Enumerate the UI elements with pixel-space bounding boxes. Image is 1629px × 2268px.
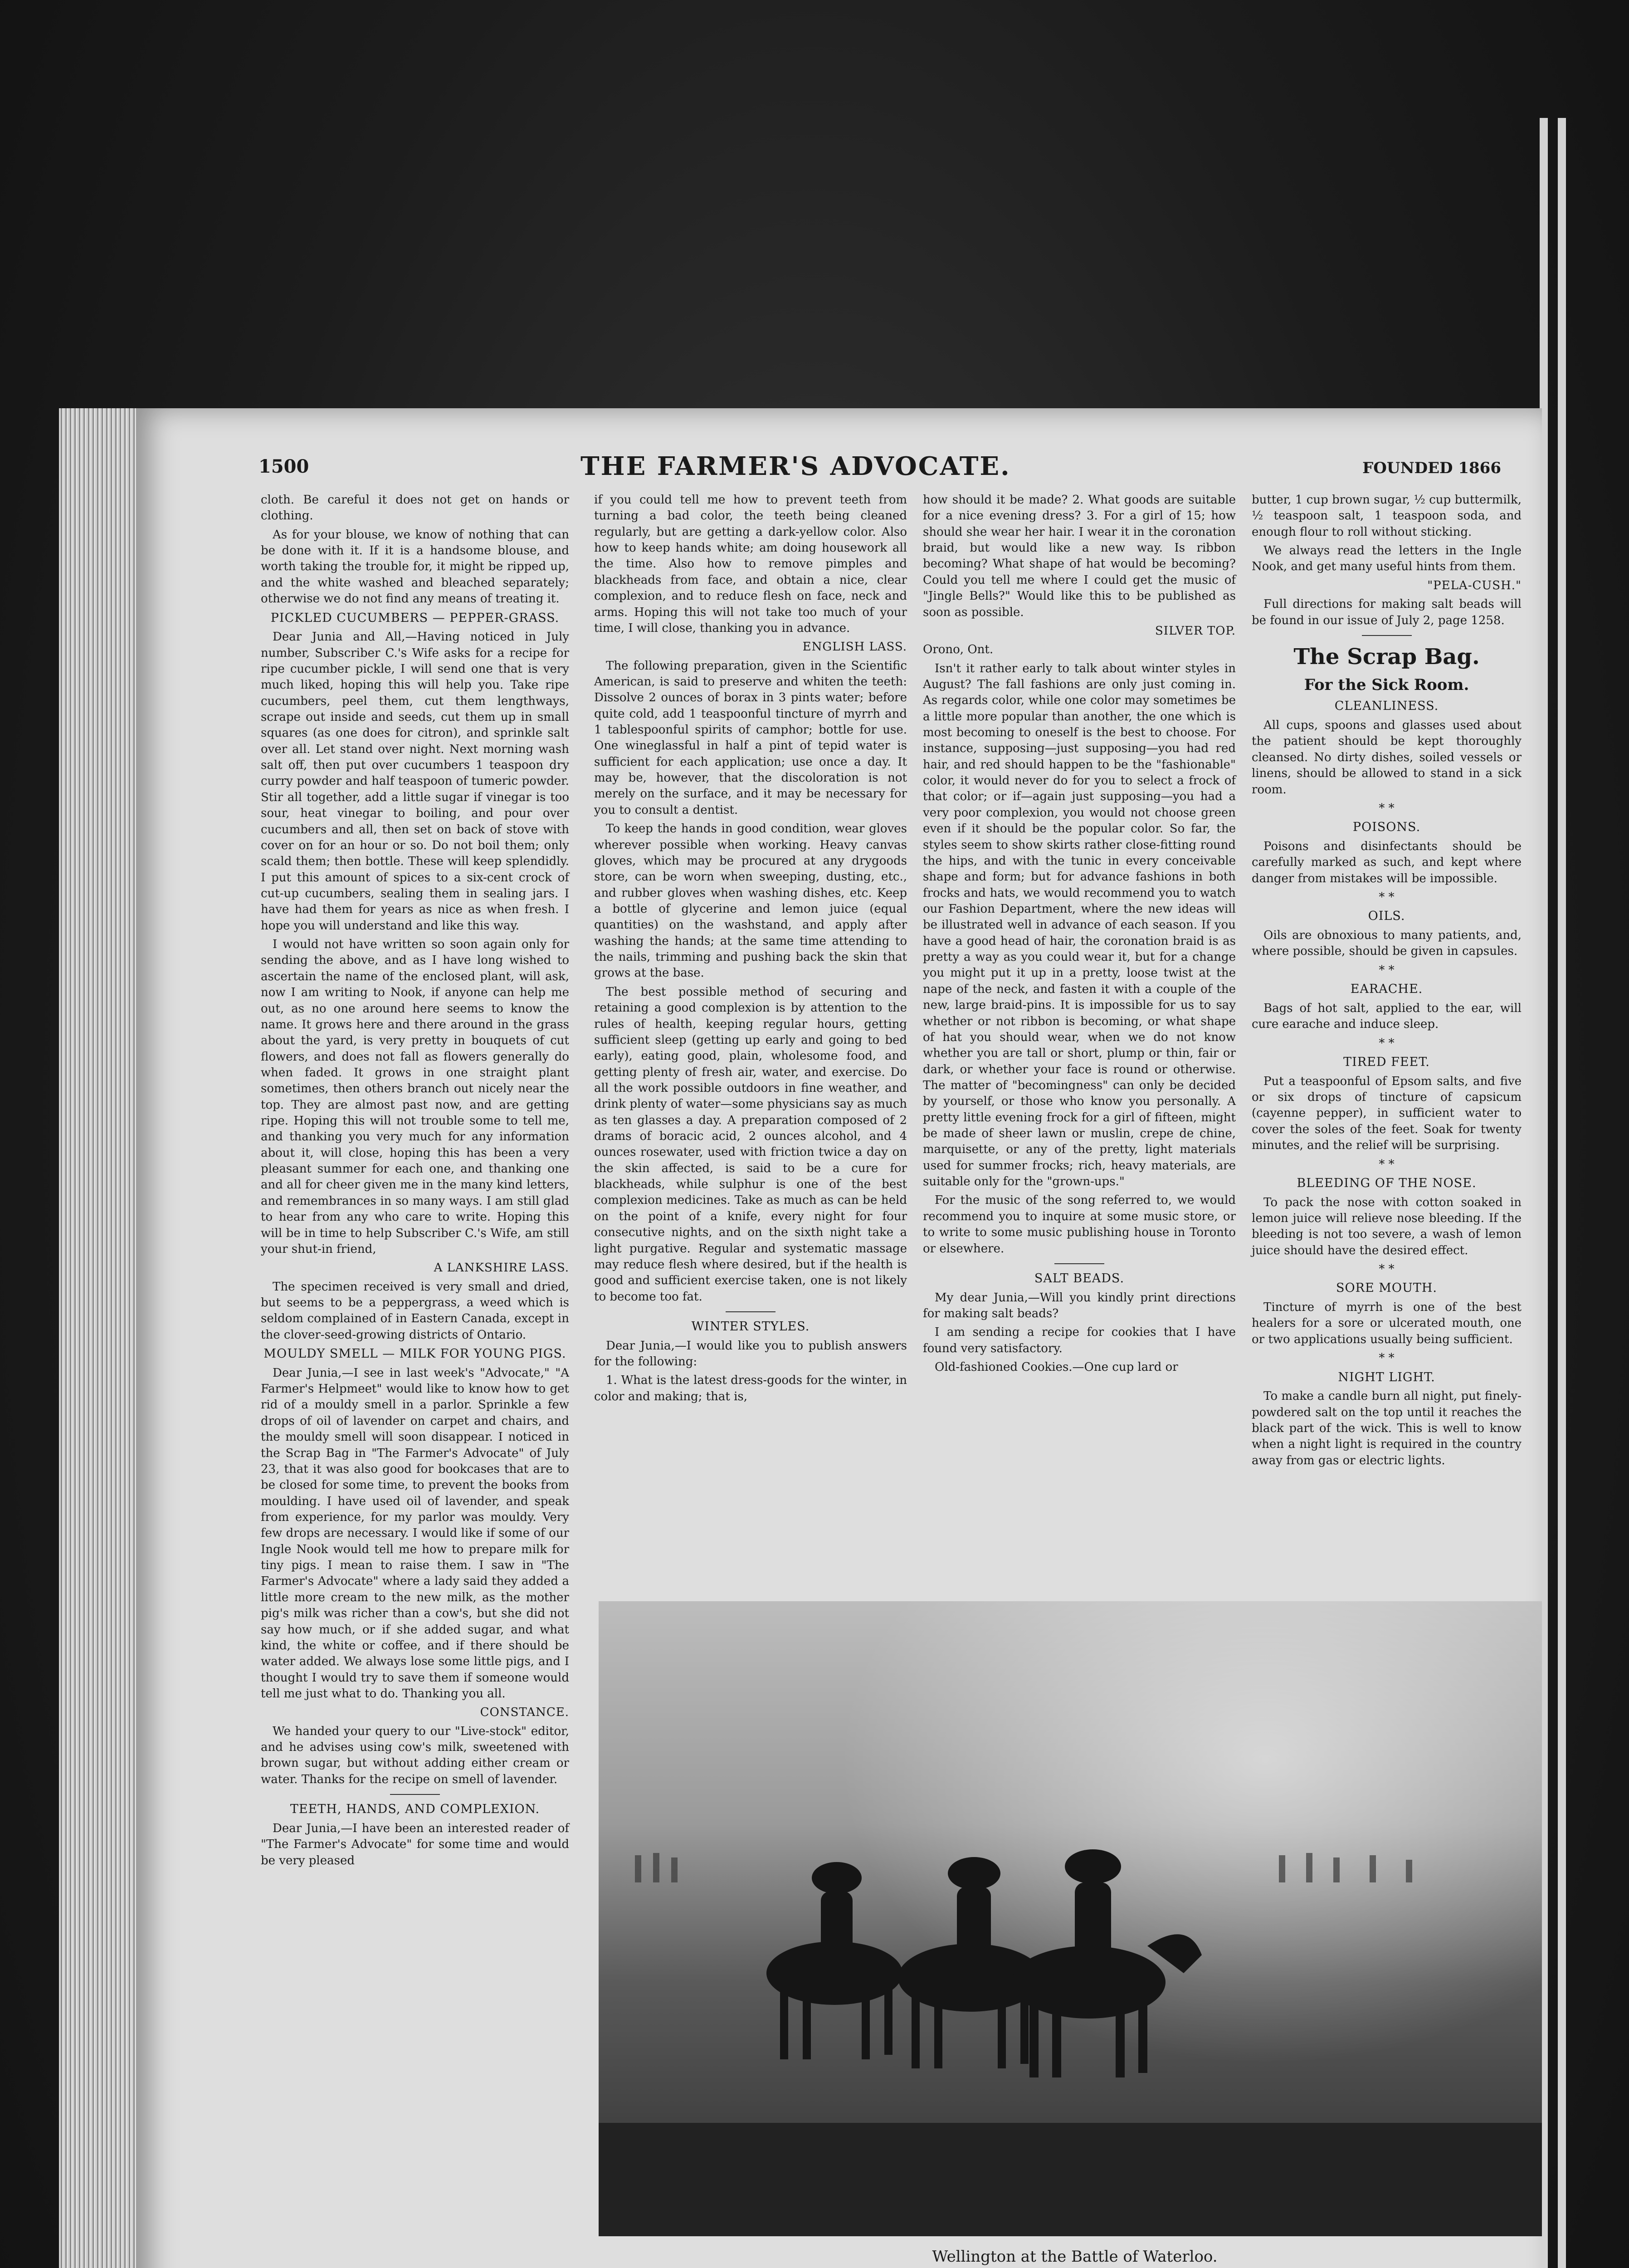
section-heading: EARACHE. [1350, 982, 1423, 997]
edge-bar [1558, 118, 1566, 2268]
section-heading: NIGHT LIGHT. [1338, 1370, 1435, 1384]
scrap-bag-subtitle: For the Sick Room. [1304, 676, 1469, 694]
paragraph: We handed your query to our "Live-stock" editor, and he advises using cow's milk, sweetened with brown sugar, but without adding either cream or water. Thanks for the recipe on smell of lavender. [261, 1724, 569, 1786]
divider [390, 1794, 440, 1795]
book-page-edges [59, 408, 141, 2268]
column-4 [1252, 492, 1522, 1471]
founded-label: FOUNDED 1866 [1362, 459, 1501, 477]
scanner-edge-bars [1540, 118, 1576, 2268]
paragraph: All cups, spoons and glasses used about the patient should be kept thoroughly cleansed. No dirty dishes, soiled vessels or linens, should be allowed to stand in a sick room. [1252, 719, 1522, 797]
paragraph: We always read the letters in the Ingle Nook, and get many useful hints from them. [1252, 544, 1522, 574]
section-heading: SORE MOUTH. [1336, 1281, 1437, 1295]
caption-title: Wellington at the Battle of Waterloo. [932, 2248, 1218, 2266]
paragraph: Isn't it rather early to talk about winter styles in August? The fall fashions are only just coming in. As regards color, while one color may sometimes be a little more popular than another, the one which is most becoming to oneself is the best to choose. For instance, supposing—just supposing—you had red hair, and red should happen to be the "fashionable" color, it would never do for you to select a frock of that color; or if—again just supposing—you had a very poor complexion, you would not choose green even if it should be the popular color. So far, the styles seem to show skirts rather close-fitting round the hips, and with the tunic in every conceivable shape and form; but for advance fashions in both frocks and hats, we would recommend you to watch our Fashion Department, where the new ideas will be illustrated well in advance of each season. If you have a good head of hair, the coronation braid is as pretty a way as you could wear it, but for a change you might put it up in a pretty, loose twist at the nape of the neck, and fasten it with a couple of the new, large braid-pins. It is impossible for us to say whether or not ribbon is becoming, or what shape of hat you should wear, when we do not know whether you are tall or short, plump or thin, fair or dark, or whether your face is round or otherwise. The matter of "becomingness" can only be decided by yourself, or those who know you personally. A pretty little evening frock for a girl of fifteen, might be made of sheer lawn or muslin, crepe de chine, marquisette, or any of the pretty, light materials used for summer frocks; rich, heavy materials, are suitable only for the "grown-ups." [923, 661, 1236, 1189]
section-heading: WINTER STYLES. [691, 1319, 810, 1334]
paragraph: The specimen received is very small and dried, but seems to be a peppergrass, a weed which is seldom complained of in Eastern Canada, except in the clover-seed-growing districts of Ontario. [261, 1280, 569, 1342]
section-heading: TEETH, HANDS, AND COMPLEXION. [290, 1802, 540, 1817]
signature: SILVER TOP. [1155, 624, 1236, 638]
column-2 [594, 492, 907, 1408]
section-heading: OILS. [1368, 909, 1405, 924]
paragraph: cloth. Be careful it does not get on hands or clothing. [261, 493, 569, 523]
section-heading: SALT BEADS. [1034, 1271, 1125, 1286]
section-heading: POISONS. [1352, 820, 1421, 835]
separator-stars: * * [1379, 890, 1395, 904]
paragraph: Dear Junia,—I would like you to publish answers for the following: [594, 1339, 907, 1369]
separator-stars: * * [1379, 1036, 1395, 1050]
page-header [136, 408, 1542, 481]
paragraph: Poisons and disinfectants should be carefully marked as such, and kept where danger from mistakes will be impossible. [1252, 839, 1522, 885]
newspaper-page [136, 408, 1542, 2268]
paragraph: 1. What is the latest dress-goods for the winter, in color and making; that is, [594, 1374, 907, 1403]
paragraph: The following preparation, given in the Scientific American, is said to preserve and whiten the teeth: Dissolve 2 ounces of borax in 3 pints water; before quite cold, add 1 teaspoonful tincture of myrrh and 1 tablespoonful spirits of camphor; bottle for use. One wineglassful in half a pint of tepid water is sufficient for each application; use once a day. It may be, however, that the discoloration is not merely on the surface, and it may be necessary for you to consult a dentist. [594, 659, 907, 817]
illustration-drawing [599, 1601, 1542, 2236]
paragraph: Old-fashioned Cookies.—One cup lard or [935, 1360, 1178, 1374]
paragraph: I am sending a recipe for cookies that I have found very satisfactory. [923, 1325, 1236, 1355]
page-number: 1500 [258, 456, 309, 477]
signature: CONSTANCE. [480, 1706, 569, 1720]
paragraph: butter, 1 cup brown sugar, ½ cup buttermilk, ½ teaspoon salt, 1 teaspoon soda, and enough flour to roll without sticking. [1252, 493, 1522, 539]
paragraph: I would not have written so soon again only for sending the above, and as I have long wished to ascertain the name of the enclosed plant, will ask, now I am writing to Nook, if anyone can help me out, as no one around here seems to know the name. It grows here and there around in the grass about the yard, is very pretty in bouquets of cut flowers, and does not fall as flowers generally do when faded. It grows in one straight plant sometimes, then others branch out nicely near the top. They are almost past now, and are getting ripe. Hoping this will not trouble some to tell me, and thanking you very much for any information about it, will close, hoping this has been a very pleasant summer for each one, and thanking one and all for cheer given me in the many kind letters, and remembrances in so many ways. I am still glad to hear from any who care to write. Hoping this will be in time to help Subscriber C.'s Wife, am still your shut-in friend, [261, 938, 569, 1256]
paragraph: For the music of the song referred to, we would recommend you to inquire at some music store, or to write to some music publishing house in Toronto or elsewhere. [923, 1193, 1236, 1256]
divider [726, 1311, 775, 1312]
separator-stars: * * [1379, 1351, 1395, 1365]
section-heading: CLEANLINESS. [1334, 699, 1439, 714]
column-3 [923, 492, 1236, 1378]
paragraph: Bags of hot salt, applied to the ear, will cure earache and induce sleep. [1252, 1001, 1522, 1031]
signature: "PELA-CUSH." [1427, 578, 1522, 592]
paragraph: Dear Junia and All,—Having noticed in July number, Subscriber C.'s Wife asks for a recipe for ripe cucumber pickle, I will send one that is very much liked, hoping this will help you. Take ripe cucumbers, peel them, cut them lengthways, scrape out inside and seeds, cut them up in small squares (as one does for citron), and sprinkle salt over all. Let stand over night. Next morning wash salt off, then put over cucumbers 1 teaspoon dry curry powder and half teaspoon of tumeric powder. Stir all together, add a little sugar if vinegar is too sour, heat vinegar to boiling, and pour over cucumbers and all, then set on back of stove with cover on for an hour or so. Do not boil them; only scald them; then bottle. These will keep splendidly. I put this amount of spices to a six-cent crock of cut-up cucumbers, sealing them in sealing jars. I have had them for years as nice as when fresh. I hope you will understand and like this way. [261, 630, 569, 933]
wellington-waterloo-illustration [599, 1601, 1542, 2236]
illustration-caption [599, 2248, 1542, 2268]
paragraph: Dear Junia,—I see in last week's "Advocate," "A Farmer's Helpmeet" would like to know how to get rid of a mouldy smell in a parlor. Sprinkle a few drops of oil of lavender on carpet and chairs, and the mouldy smell will soon disappear. I noticed in the Scrap Bag in "The Farmer's Advocate" of July 23, that it was also good for bookcases that are to be closed for some time, to prevent the books from moulding. I have used oil of lavender, and speak from experience, for my parlor was mouldy. Very few drops are necessary. I would like if some of our Ingle Nook would tell me how to prepare milk for tiny pigs. I mean to raise them. I saw in "The Farmer's Advocate" where a lady said they added a little more cream to the new milk, as the mother pig's milk was richer than a cow's, but she did not say how much, or if she added sugar, and what kind, the white or coffee, and if there should be water added. We always lose some little pigs, and I thought I would try to save them if someone would tell me just what to do. Thanking you all. [261, 1366, 569, 1701]
section-heading: BLEEDING OF THE NOSE. [1297, 1176, 1477, 1190]
masthead-title: THE FARMER'S ADVOCATE. [580, 451, 1011, 481]
paragraph: To pack the nose with cotton soaked in lemon juice will relieve nose bleeding. If the bleeding is not too severe, a wash of lemon juice should have the desired effect. [1252, 1195, 1522, 1257]
divider [1362, 635, 1412, 636]
separator-stars: * * [1379, 801, 1395, 815]
paragraph: if you could tell me how to prevent teeth from turning a bad color, the teeth being cleaned regularly, but are getting a dark-yellow color. Also how to keep hands white; am doing housework all the time. Also how to remove pimples and blackheads from face, and obtain a nice, clear complexion, and to reduce flesh on face, neck and arms. Hoping this will not take too much of your time, I will close, thanking you in advance. [594, 493, 907, 635]
scrap-bag-title: The Scrap Bag. [1293, 644, 1480, 670]
separator-stars: * * [1379, 1157, 1395, 1171]
paragraph: Put a teaspoonful of Epsom salts, and five or six drops of tincture of capsicum (cayenne pepper), in sufficient water to cover the soles of the feet. Soak for twenty minutes, and the relief will be surprising. [1252, 1074, 1522, 1153]
paragraph: Dear Junia,—I have been an interested reader of "The Farmer's Advocate" for some time and would be very pleased [261, 1821, 569, 1867]
divider [1054, 1263, 1104, 1264]
column-1 [261, 492, 569, 1872]
paragraph: Oils are obnoxious to many patients, and, where possible, should be given in capsules. [1252, 929, 1522, 958]
paragraph: Full directions for making salt beads will be found in our issue of July 2, page 1258. [1252, 597, 1522, 627]
separator-stars: * * [1379, 963, 1395, 977]
paragraph: To keep the hands in good condition, wear gloves wherever possible when working. Heavy canvas gloves, which may be procured at any drygoods store, can be worn when sweeping, dusting, etc., and rubber gloves when washing dishes, etc. Keep a bottle of glycerine and lemon juice (equal quantities) on the washstand, and apply after washing the hands; at the same time attending to the nails, trimming and pushing back the skin that grows at the base. [594, 822, 907, 980]
section-heading: TIRED FEET. [1343, 1055, 1430, 1069]
paragraph: how should it be made? 2. What goods are suitable for a nice evening dress? 3. For a girl of 15; how should she wear her hair. I wear it in the coronation braid, but would like a new way. Is ribbon becoming? What shape of hat would be becoming? Could you tell me where I could get the music of "Jingle Bells?" Would like this to be published as soon as possible. [923, 493, 1236, 619]
signature: A LANKSHIRE LASS. [434, 1261, 569, 1275]
paragraph: My dear Junia,—Will you kindly print directions for making salt beads? [923, 1290, 1236, 1320]
paragraph: The best possible method of securing and retaining a good complexion is by attention to the rules of health, keeping regular hours, getting sufficient sleep (getting up early and going to bed early), eating good, plain, wholesome food, and getting plenty of fresh air, water, and exercise. Do all the work possible outdoors in fine weather, and drink plenty of water—some physicians say as much as ten glasses a day. A preparation composed of 2 drams of boracic acid, 2 ounces alcohol, and 4 ounces rosewater, used with friction twice a day on the skin affected, is said to be a cure for blackheads, while sulphur is one of the best complexion medicines. Take as much as can be held on the point of a knife, every night for four consecutive nights, and on the sixth night take a light purgative. Regular and systematic massage may reduce flesh where desired, but if the health is good and sufficient exercise taken, one is not likely to become too fat. [594, 985, 907, 1304]
section-heading: MOULDY SMELL — MILK FOR YOUNG PIGS. [263, 1347, 566, 1361]
paragraph: Tincture of myrrh is one of the best healers for a sore or ulcerated mouth, one or two applications usually being sufficient. [1252, 1300, 1522, 1346]
paragraph: As for your blouse, we know of nothing that can be done with it. If it is a handsome blouse, and worth taking the trouble for, it might be ripped up, and the white washed and bleached separately; otherwise we do not find any means of treating it. [261, 528, 569, 606]
signature: ENGLISH LASS. [802, 640, 907, 654]
separator-stars: * * [1379, 1262, 1395, 1276]
paragraph: To make a candle burn all night, put finely-powdered salt on the top until it reaches the black part of the wick. This is well to know when a night light is required in the country away from gas or electric lights. [1252, 1389, 1522, 1467]
section-heading: PICKLED CUCUMBERS — PEPPER-GRASS. [270, 611, 560, 625]
paragraph: Orono, Ont. [923, 643, 994, 657]
